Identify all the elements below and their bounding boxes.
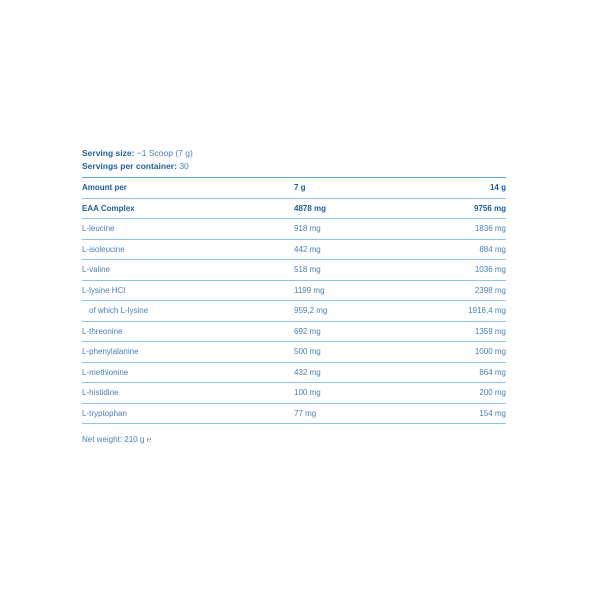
table-row bbox=[82, 260, 506, 281]
serving-size-value: ~1 Scoop (7 g) bbox=[134, 148, 193, 158]
servings-per-container-label: Servings per container: bbox=[82, 161, 177, 171]
serving-size-label: Serving size: bbox=[82, 148, 135, 158]
row-value-14g: 1359 mg bbox=[404, 321, 506, 342]
table-row bbox=[82, 362, 506, 383]
row-value-7g: 692 mg bbox=[294, 321, 404, 342]
row-name: of which L-lysine bbox=[82, 301, 294, 322]
row-value-7g: 100 mg bbox=[294, 383, 404, 404]
header-14g: 14 g bbox=[404, 178, 506, 199]
serving-info bbox=[82, 147, 506, 173]
table-row bbox=[82, 342, 506, 363]
row-value-14g: 154 mg bbox=[404, 403, 506, 424]
row-value-7g: 1199 mg bbox=[294, 280, 404, 301]
row-value-14g: 200 mg bbox=[404, 383, 506, 404]
serving-size bbox=[82, 147, 506, 160]
row-name: L-leucine bbox=[82, 219, 294, 240]
row-value-7g: 500 mg bbox=[294, 342, 404, 363]
table-row bbox=[82, 403, 506, 424]
header-7g: 7 g bbox=[294, 178, 404, 199]
row-name: L-isoleucine bbox=[82, 239, 294, 260]
table-row bbox=[82, 301, 506, 322]
row-value-7g: 4878 mg bbox=[294, 198, 404, 219]
servings-per-container bbox=[82, 160, 506, 173]
row-value-14g: 9756 mg bbox=[404, 198, 506, 219]
table-row bbox=[82, 219, 506, 240]
row-name: L-valine bbox=[82, 260, 294, 281]
row-name: L-phenylalanine bbox=[82, 342, 294, 363]
row-value-7g: 918 mg bbox=[294, 219, 404, 240]
row-name: L-threonine bbox=[82, 321, 294, 342]
table-row bbox=[82, 198, 506, 219]
row-value-7g: 518 mg bbox=[294, 260, 404, 281]
row-value-14g: 2398 mg bbox=[404, 280, 506, 301]
nutrition-panel bbox=[82, 147, 506, 444]
row-value-7g: 442 mg bbox=[294, 239, 404, 260]
row-value-14g: 884 mg bbox=[404, 239, 506, 260]
servings-per-container-value: 30 bbox=[176, 161, 189, 171]
table-row bbox=[82, 239, 506, 260]
header-amount-per: Amount per bbox=[82, 178, 294, 199]
nutrition-table bbox=[82, 177, 506, 424]
table-header-row bbox=[82, 178, 506, 199]
row-value-14g: 1036 mg bbox=[404, 260, 506, 281]
row-name: L-histidine bbox=[82, 383, 294, 404]
row-value-7g: 432 mg bbox=[294, 362, 404, 383]
row-value-14g: 1836 mg bbox=[404, 219, 506, 240]
row-value-14g: 1918,4 mg bbox=[404, 301, 506, 322]
net-weight: Net weight: 210 g ℮ bbox=[82, 435, 152, 444]
row-value-7g: 959,2 mg bbox=[294, 301, 404, 322]
table-row bbox=[82, 280, 506, 301]
row-value-14g: 864 mg bbox=[404, 362, 506, 383]
row-name: L-tryptophan bbox=[82, 403, 294, 424]
table-row bbox=[82, 321, 506, 342]
row-value-7g: 77 mg bbox=[294, 403, 404, 424]
table-row bbox=[82, 383, 506, 404]
row-name: L-methionine bbox=[82, 362, 294, 383]
row-name: EAA Complex bbox=[82, 198, 294, 219]
row-name: L-lysine HCl bbox=[82, 280, 294, 301]
row-value-14g: 1000 mg bbox=[404, 342, 506, 363]
